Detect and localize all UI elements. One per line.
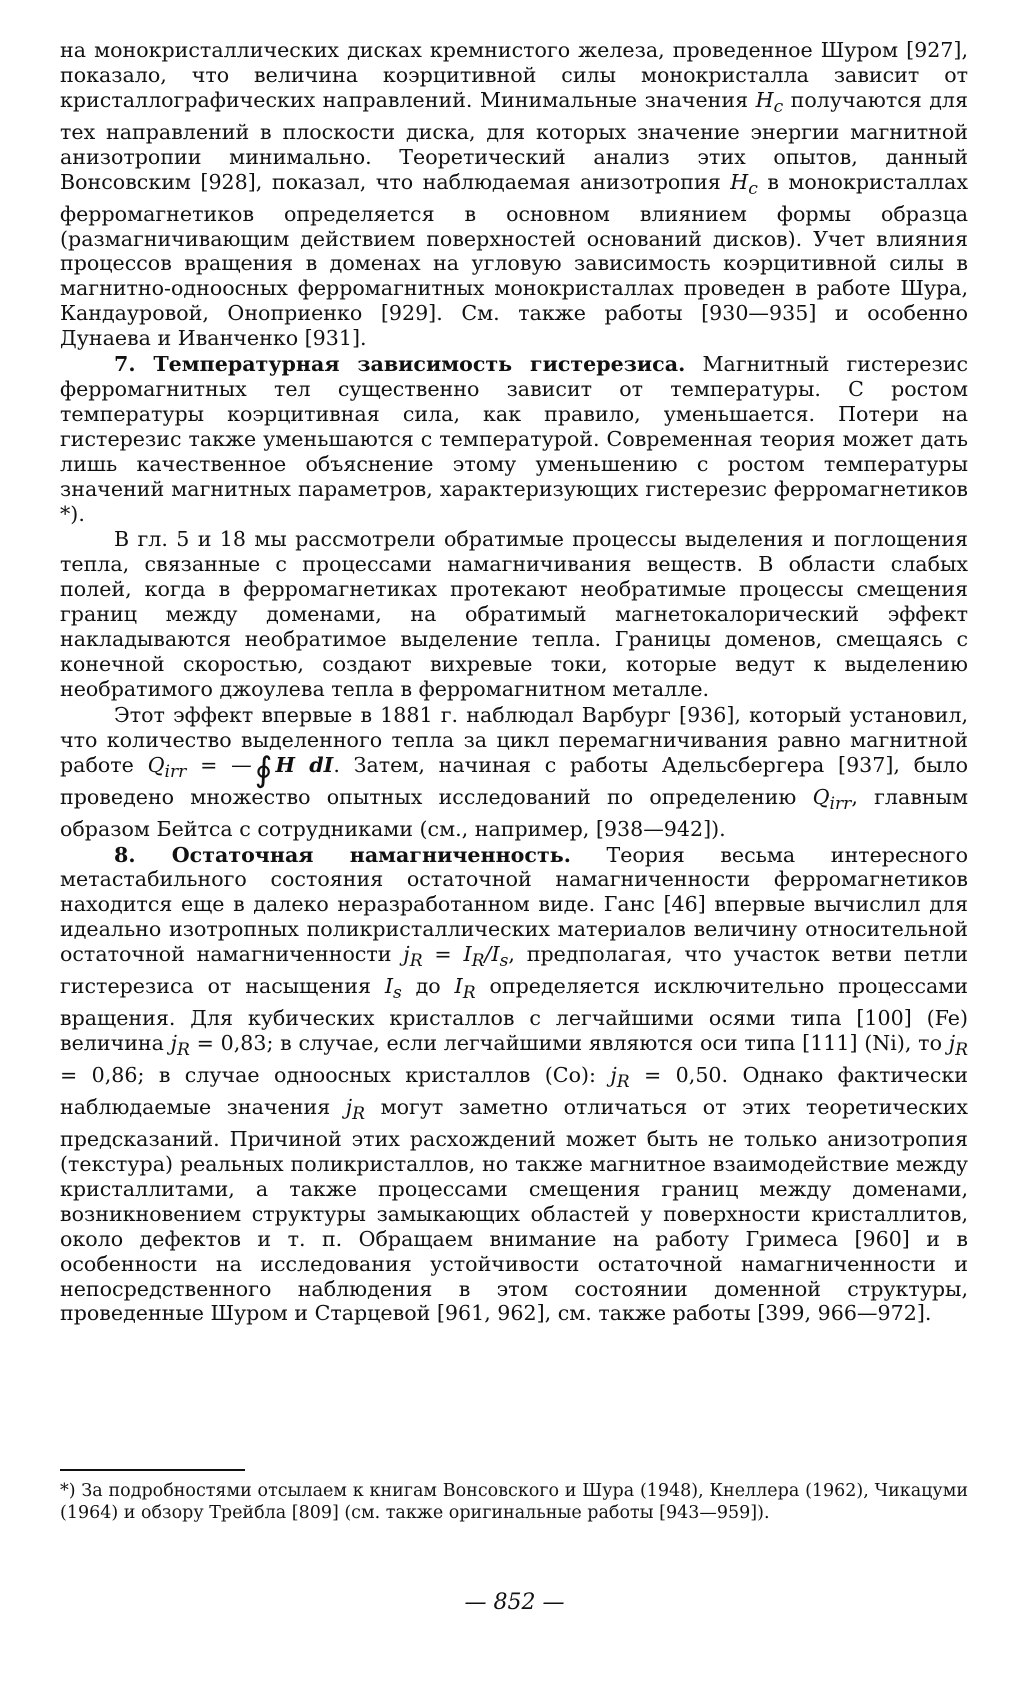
footnote-mark: *) [60,1481,76,1501]
section-7-temperature: 7. Температурная зависимость гистерезиса. Магнитный гистерезис ферромагнитных тел существенно зависит от температуры. С ростом температуры коэрцитивная сила, как правило, уменьшается. Потери на гистерезис также уменьшаются с температурой. Современная теория может дать лишь качественное объяснение этому уменьшению с ростом температуры значений магнитных параметров, характеризующих гистерезис ферромагнетиков *). [60,352,968,526]
warburg-formula: $Q_{irr}$ = —∮ H dI [147,749,334,790]
footnote-text: За подробностями отсылаем к книгам Вонсовского и Шура (1948), Кнеллера (1962), Чикацуми (1964) и обзору Трейбла [809] (см. также оригинальные работы [943—959]). [60,1481,968,1523]
section-heading: 8. Остаточная намагниченность. [114,842,571,867]
section-heading: 7. Температурная зависимость гистерезиса. [114,352,686,377]
contour-integral-icon: ∮ [254,749,273,790]
paragraph-warburg: Этот эффект впервые в 1881 г. наблюдал Варбург [936], который установил, что количество выделенного тепла за цикл перемагничивания равно магнитной работе $Q_{irr}$ = —∮ H dI. Затем, начиная с работы Адельсбергера [937], было проведено множество опытных исследований по определению $Q_{irr}$, главным образом Бейтса с сотрудниками (см., например, [938—942]). [60,702,968,841]
page-number: — 852 — [464,1590,565,1615]
footnote [60,1481,968,1524]
paragraph-anisotropy: на монокристаллических дисках кремнистого железа, проведенное Шуром [927], показало, что величина коэрцитивной силы монокристалла зависит от кристаллографических направлений. Минимальные значения $H_c$ получаются для тех направлений в плоскости диска, для которых значение энергии магнитной анизотропии минимально. Теоретический анализ этих опытов, данный Вонсовским [928], показал, что наблюдаемая анизотропия $H_c$ в монокристаллах ферромагнетиков определяется в основном влиянием формы образца (размагничивающим действием поверхностей оснований дисков). Учет влияния процессов вращения в доменах на угловую зависимость коэрцитивной силы в магнитно-одноосных ферромагнитных монокристаллах проведен в работе Шура, Кандауровой, Оноприенко [929]. См. также работы [930—935] и особенно Дунаева и Иванченко [931]. [60,38,968,351]
footnote-divider [60,1469,245,1471]
remanence-formula: $j_R = I_R/I_s$ [403,942,509,972]
main-text [60,38,968,1326]
section-8-remanence: 8. Остаточная намагниченность. Теория весьма интересного метастабильного состояния остаточной намагниченности ферромагнетиков находится еще в далеко неразработанном виде. Ганс [46] впервые вычислил для идеально изотропных поликристаллических материалов величину относительной остаточной намагниченности $j_R = I_R/I_s$, предполагая, что участок ветви петли гистерезиса от насыщения $I_s$ до $I_R$ определяется исключительно процессами вращения. Для кубических кристаллов с легчайшими осями типа [100] (Fe) величина $j_R = 0,83$; в случае, если легчайшими являются оси типа [111] (Ni), то $j_R = 0,86$; в случае одноосных кристаллов (Co): $j_R = 0,50$. Однако фактически наблюдаемые значения $j_R$ могут заметно отличаться от этих теоретических предсказаний. Причиной этих расхождений может быть не только анизотропия (текстура) реальных поликристаллов, но также магнитное взаимодействие между кристаллитами, а также процессами смещения границ между доменами, возникновением структуры замыкающих областей у поверхности кристаллитов, около дефектов и т. п. Обращаем внимание на работу Гримеса [960] и в особенности на исследования устойчивости остаточной намагниченности и непосредственного наблюдения в этом состоянии доменной структуры, проведенные Шуром и Старцевой [961, 962], см. также работы [399, 966—972]. [60,842,969,1326]
paragraph-heat: В гл. 5 и 18 мы рассмотрели обратимые процессы выделения и поглощения тепла, связанные с процессами намагничивания веществ. В области слабых полей, когда в ферромагнетиках протекают необратимые процессы смещения границ между доменами, на обратимый магнетокалорический эффект накладываются необратимое выделение тепла. Границы доменов, смещаясь с конечной скоростью, создают вихревые токи, которые ведут к выделению необратимого джоулева тепла в ферромагнитном металле. [60,527,968,701]
